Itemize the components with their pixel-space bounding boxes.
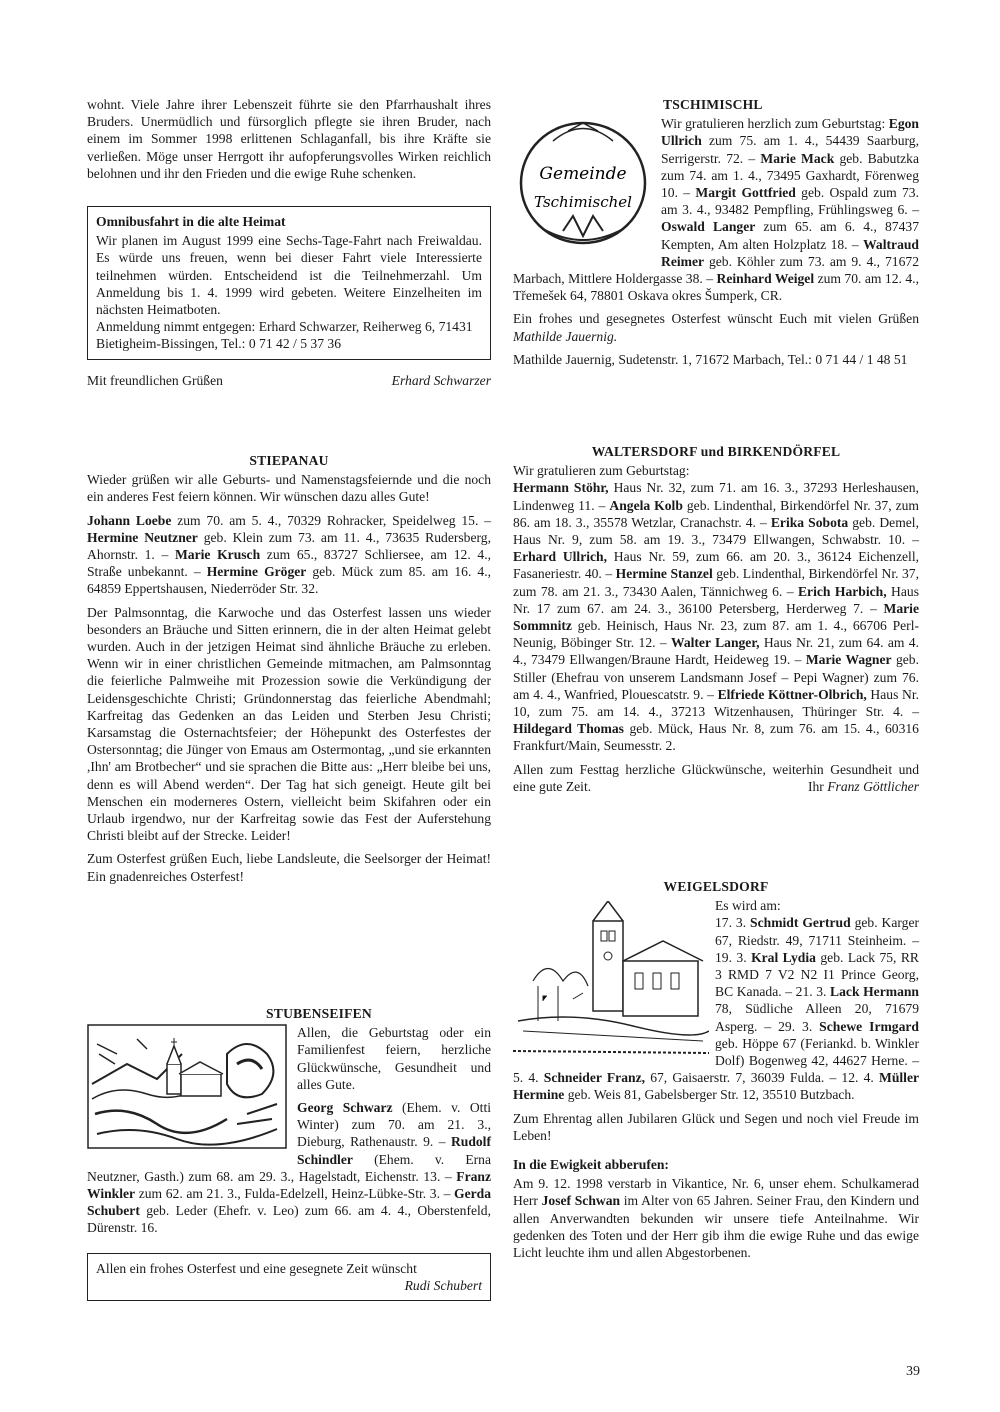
stiepanau-easter-text: Der Palmsonntag, die Karwoche und das Osterfest lassen uns wieder besonders an Bräuche und Sitten erinnern, die in der alten Heimat gelebt wurden. Auch in der jetzigen Heimat sind ähnliche Bräuche zu erleben. Wenn wir in einer christlichen Gemeinde mitmachen, am Palmsonntag die feierliche Palmweihe mit Prozession sowie die Verkündigung der Leidensgeschichte Christi; Gründonnerstag das feierliche Abendmahl; Karfreitag das Gedenken an das Leiden und Sterben Jesu Christi; Karsamstag die Osternachtsfeier; der Höhepunkt des Osterfestes der Ostersonntag; die Jünger von Emaus am Ostermontag, „und sie erkannten ,Ihn' am Brotbecher“ und sie sprachen die Bitte aus: „Herr bleibe bei uns, denn es will Abend werden“. Der Tag hat sich geneigt. Heute gilt bei Menschen ein moderneres Ostern, vielleicht beim Skifahren oder ein Urlaub irgendwo, nur der Karfreitag sowie das Fest der Auferstehung Christi bleibt auf der Strecke. Leider!: [87, 604, 491, 844]
waltersdorf-lead: Wir gratulieren zum Geburtstag:: [513, 463, 690, 479]
greeting-line: [87, 372, 491, 389]
waltersdorf-title: WALTERSDORF und BIRKENDÖRFEL: [591, 444, 841, 459]
stubenseifen-birthdays: Georg Schwarz (Ehem. v. Otti Winter) zum 70. am 21. 3., Dieburg, Rathenaustr. 9. – Rudolf Schindler (Ehem. v. Erna Neutzner, Gasth.) zum 68. am 29. 3., Hagelstadt, Eichenstr. 13. – Franz Winkler zum 62. am 21. 3., Fulda-Edelzell, Heinz-Lübke-Str. 3. – Gerda Schubert geb. Leder (Ehefr. v. Leo) zum 66. am 4. 4., Oberstenfeld, Dürenstr. 16.: [87, 1100, 491, 1236]
waltersdorf-wish: Allen zum Festtag herzliche Glückwünsche, weiterhin Gesundheit und eine gute Zeit. Ihr Franz Göttlicher: [513, 761, 919, 794]
tschimischl-contact: Mathilde Jauernig, Sudetenstr. 1, 71672 Marbach, Tel.: 0 71 44 / 1 48 51: [513, 351, 908, 367]
bus-trip-box: [87, 206, 491, 360]
stamp-text-line1: Gemeinde: [539, 164, 627, 185]
tschimischl-section: [513, 96, 919, 374]
stubenseifen-title: STUBENSEIFEN: [266, 1006, 372, 1021]
stiepanau-title: STIEPANAU: [249, 453, 329, 468]
church-sketch-image: [87, 1024, 287, 1149]
stubenseifen-wish-box: [87, 1253, 491, 1301]
stubenseifen-wish-signature: Rudi Schubert: [404, 1277, 482, 1293]
stubenseifen-section: [87, 1005, 491, 1301]
weigelsdorf-title: WEIGELSDORF: [663, 879, 769, 894]
stiepanau-section: [87, 452, 491, 891]
tschimischl-birthdays: Wir gratulieren herzlich zum Geburtstag: Egon Ullrich zum 75. am 1. 4., 54439 Saarburg, Serrigerstr. 72. – Marie Mack geb. Babutzka zum 74. am 1. 4., 73495 Gaxhardt, Förenweg 10. – Margit Gottfried geb. Ospald zum 73. am 3. 4., 93482 Pempfling, Frühlingsweg 6. – Oswald Langer zum 65. am 6. 4., 87437 Kempten, Am alten Holzplatz 18. – Waltraud Reimer geb. Köhler zum 73. am 9. 4., 71672 Marbach, Mittlere Holdergasse 38. – Reinhard Weigel zum 70. am 12. 4., Třemešek 64, 78801 Oskava okres Šumperk, CR.: [513, 116, 920, 304]
bus-trip-title: Omnibusfahrt in die alte Heimat: [96, 214, 286, 230]
eternity-title: In die Ewigkeit abberufen:: [513, 1157, 669, 1173]
weigelsdorf-section: [513, 878, 919, 1267]
tschimischl-title: TSCHIMISCHL: [663, 97, 763, 112]
village-church-image: [513, 901, 709, 1061]
stubenseifen-wish-text: Allen ein frohes Osterfest und eine gesegnete Zeit wünscht: [96, 1260, 417, 1276]
waltersdorf-birthdays: Hermann Stöhr, Haus Nr. 32, zum 71. am 16. 3., 37293 Herleshausen, Lindenweg 11. – Angela Kolb geb. Lindenthal, Birkendörfel Nr. 37, zum 86. am 18. 3., 35578 Wetzlar, Cranachstr. 4. – Erika Sobota geb. Demel, Haus Nr. 9, zum 58. am 19. 3., 73479 Ellwangen, Schwabstr. 10. – Erhard Ullrich, Haus Nr. 59, zum 66. am 20. 3., 36124 Eichenzell, Fasaneriestr. 40. – Hermine Stanzel geb. Lindenthal, Birkendörfel Nr. 37, zum 78. am 21. 3., 73430 Aalen, Tännichweg 6. – Erich Harbich, Haus Nr. 17 zum 67. am 24. 3., 36100 Petersberg, Herderweg 7. – Marie Sommnitz geb. Heinisch, Haus Nr. 23, zum 87. am 1. 4., 66706 Perl-Neunig, Böbinger Str. 12. – Walter Langer, Haus Nr. 21, zum 64. am 4. 4., 73479 Ellwangen/Braune Hardt, Heideweg 19. – Marie Wagner geb. Stiller (Ehefrau von unserem Landsmann Josef – Pepi Wagner) zum 76. am 4. 4., Wanfried, Plouescatstr. 9. – Elfriede Köttner-Olbrich, Haus Nr. 10, zum 75. am 14. 4., 37213 Witzenhausen, Thüringer Str. 4. – Hildegard Thomas geb. Mück, Haus Nr. 8, zum 76. am 15. 4., 60316 Frankfurt/Main, Seumesstr. 2.: [513, 480, 919, 754]
eternity-text: Am 9. 12. 1998 verstarb in Vikantice, Nr. 6, unser ehem. Schulkamerad Herr Josef Schwan im Alter von 65 Jahren. Seiner Frau, den Kindern und allen Anverwandten bekunden wir unsere tiefe Anteilnahme. Wir gedenken des Toten und der Herr gib ihm die ewige Ruhe und das ewige Licht leuchte ihm und allen Abgestorbenen.: [513, 1176, 920, 1261]
stubenseifen-intro: Allen, die Geburtstag oder ein Familienfest feiern, herzliche Glückwünsche, Gesundheit und alles Gute.: [297, 1025, 491, 1092]
stamp-text-line2: Tschimischel: [534, 193, 632, 212]
weigelsdorf-wish: Zum Ehrentag allen Jubilaren Glück und Segen und noch viel Freude im Leben!: [513, 1110, 919, 1143]
intro-paragraph: wohnt. Viele Jahre ihrer Lebenszeit führte sie den Pfarrhaushalt ihres Bruders. Unermüdlich und fürsorglich pflegte sie ihren Bruder, nach einem im Sommer 1998 erlittenen Schlaganfall, bis ihre Kräfte sie verließen. Möge unser Herrgott ihr aufopferungsvolles Wirken reichlich belohnen und ihr den Frieden und die ewige Ruhe schenken.: [87, 97, 491, 181]
waltersdorf-section: [513, 443, 919, 801]
greeting-text: Mit freundlichen Grüßen: [87, 372, 223, 388]
stiepanau-birthdays: Johann Loebe zum 70. am 5. 4., 70329 Rohracker, Speidelweg 15. – Hermine Neutzner geb. Klein zum 73. am 11. 4., 73635 Rudersberg, Ahornstr. 1. – Marie Krusch zum 65., 83727 Schliersee, am 12. 4., Straße unbekannt. – Hermine Gröger geb. Mück zum 85. am 16. 4., 64859 Eppertshausen, Niederröder Str. 32.: [87, 512, 491, 597]
tschimischl-wish: Ein frohes und gesegnetes Osterfest wünscht Euch mit vielen Grüßen Mathilde Jauernig.: [513, 311, 919, 344]
bus-trip-contact: Anmeldung nimmt entgegen: Erhard Schwarzer, Reiherweg 6, 71431 Bietigheim-Bissingen, Tel.: 0 71 42 / 5 37 36: [96, 319, 473, 352]
weigelsdorf-birthdays: 17. 3. Schmidt Gertrud geb. Karger 67, Riedstr. 49, 71711 Steinheim. – 19. 3. Kral Lydia geb. Lack 75, RR 3 RMD 7 V2 N2 I1 Prince Georg, BC Kanada. – 21. 3. Lack Hermann 78, Südliche Alleen 20, 71679 Asperg. – 29. 3. Schewe Irmgard geb. Höppe 67 (Feriankd. b. Winkler Dolf) Bogenweg 42, 44627 Herne. – 5. 4. Schneider Franz, 67, Gaisaerstr. 7, 36039 Fulda. – 12. 4. Müller Hermine geb. Weis 81, Gabelsberger Str. 12, 35510 Butzbach.: [513, 915, 920, 1103]
left-column-top: [87, 96, 491, 389]
municipality-stamp-image: [513, 111, 653, 251]
stiepanau-intro: Wieder grüßen wir alle Geburts- und Namenstagsfeiernde und die noch ein anderes Fest feiern können. Wir wünschen dazu alles Gute!: [87, 472, 491, 505]
bus-trip-body: Wir planen im August 1999 eine Sechs-Tage-Fahrt nach Freiwaldau. Es würde uns freuen, wenn bei dieser Fahrt viele Interessierte teilnehmen würden. Entscheidend ist die Teilnehmerzahl. Um Anmeldung bis 1. 4. 1999 wird gebeten. Weitere Einzelheiten im nächsten Heimatboten.: [96, 233, 482, 318]
page-number: 39: [906, 1364, 920, 1379]
stiepanau-closing: Zum Osterfest grüßen Euch, liebe Landsleute, die Seelsorger der Heimat! Ein gnadenreiches Osterfest!: [87, 851, 491, 884]
greeting-signature: Erhard Schwarzer: [391, 372, 491, 388]
weigelsdorf-lead: Es wird am:: [715, 898, 781, 914]
